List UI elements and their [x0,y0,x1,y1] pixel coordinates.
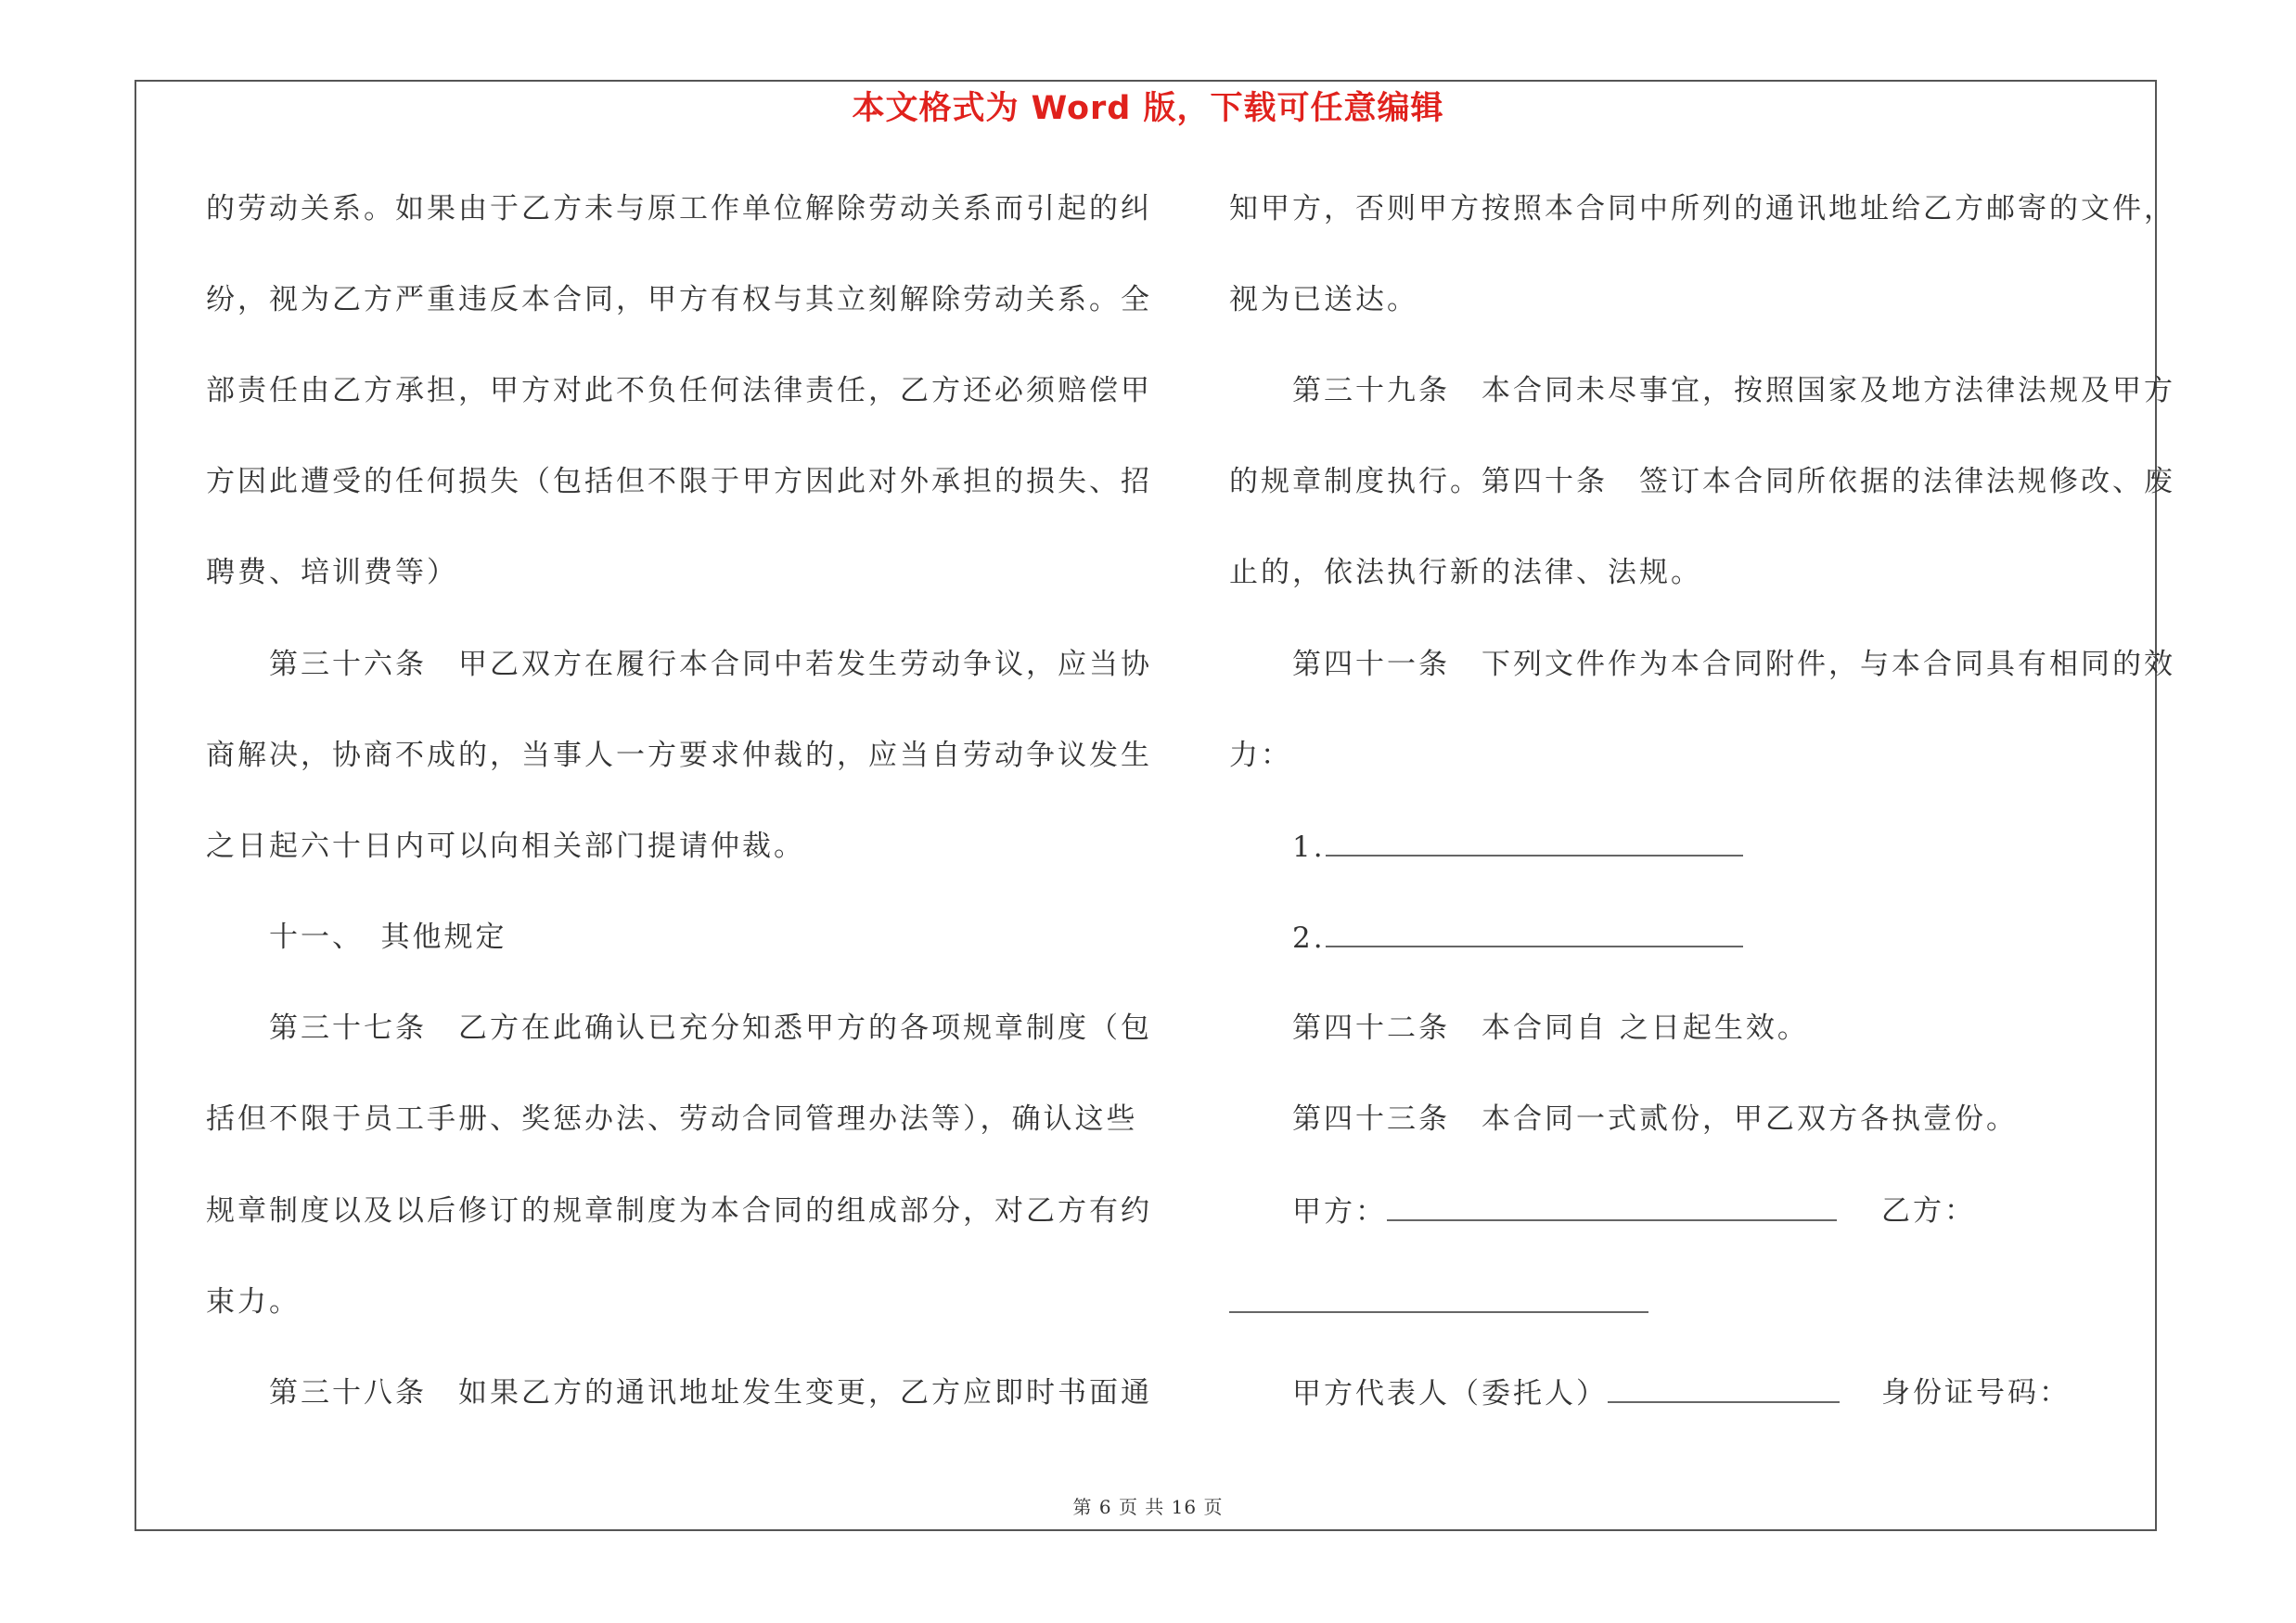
text-line: 知甲方，否则甲方按照本合同中所列的通讯地址给乙方邮寄的文件， [1229,192,2175,225]
text-line: 部责任由乙方承担，甲方对此不负任何法律责任，乙方还必须赔偿甲 [206,374,1152,407]
article-37-heading: 第三十七条 乙方在此确认已充分知悉甲方的各项规章制度（包 [269,1011,1152,1045]
party-b-label: 乙方： [1881,1194,1976,1228]
article-42-line [1292,1005,1809,1051]
article-41-heading: 第四十一条 下列文件作为本合同附件，与本合同具有相同的效 [1292,648,2175,681]
article-43-line: 第四十三条 本合同一式贰份，甲乙双方各执壹份。 [1292,1102,2018,1136]
text-line: 方因此遭受的任何损失（包括但不限于甲方因此对外承担的损失、招 [206,465,1152,498]
text-line: 聘费、培训费等） [206,556,458,589]
party-a-rep-label: 甲方代表人（委托人） [1292,1377,1608,1410]
party-a-label: 甲方： [1292,1195,1387,1229]
text-line: 商解决，协商不成的，当事人一方要求仲裁的，应当自劳动争议发生 [206,739,1152,772]
attachment-2-blank[interactable] [1326,914,1743,947]
text-line: 力： [1229,739,1292,772]
attachment-1-number: 1. [1292,831,1326,864]
party-a-rep-line [1292,1370,1840,1416]
text-line: 纷，视为乙方严重违反本合同，甲方有权与其立刻解除劳动关系。全 [206,283,1152,316]
article-38-heading: 第三十八条 如果乙方的通讯地址发生变更，乙方应即时书面通 [269,1376,1152,1410]
party-a-rep-blank[interactable] [1608,1370,1840,1403]
attachment-2-number: 2. [1292,921,1326,955]
text-line: 之日起六十日内可以向相关部门提请仲裁。 [206,830,805,863]
text-line: 的规章制度执行。第四十条 签订本合同所依据的法律法规修改、废 [1229,465,2175,498]
section-11-heading: 十一、 其他规定 [269,921,507,954]
text-line: 规章制度以及以后修订的规章制度为本合同的组成部分，对乙方有约 [206,1194,1152,1228]
text-line: 止的，依法执行新的法律、法规。 [1229,556,1702,589]
page-number-footer: 第 6 页 共 16 页 [1072,1496,1224,1518]
text-line: 视为已送达。 [1229,283,1418,316]
attachment-2-line [1292,914,1743,960]
word-format-banner: 本文格式为 Word 版，下载可任意编辑 [852,90,1444,127]
text-line: 括但不限于员工手册、奖惩办法、劳动合同管理办法等），确认这些 [206,1102,1138,1136]
article-42-text-b: 之日起生效。 [1619,1011,1809,1045]
article-39-heading: 第三十九条 本合同未尽事宜，按照国家及地方法律法规及甲方 [1292,374,2175,407]
attachment-1-blank[interactable] [1326,823,1743,857]
party-a-line [1292,1188,1837,1234]
text-line: 的劳动关系。如果由于乙方未与原工作单位解除劳动关系而引起的纠 [206,192,1152,225]
id-number-label: 身份证号码： [1881,1376,2071,1410]
attachment-1-line [1292,823,1743,869]
article-36-heading: 第三十六条 甲乙双方在履行本合同中若发生劳动争议，应当协 [269,648,1152,681]
text-line: 束力。 [206,1285,301,1319]
party-a-blank[interactable] [1387,1188,1837,1221]
party-b-blank[interactable] [1229,1311,1648,1313]
article-42-text-a: 第四十二条 本合同自 [1292,1011,1608,1045]
